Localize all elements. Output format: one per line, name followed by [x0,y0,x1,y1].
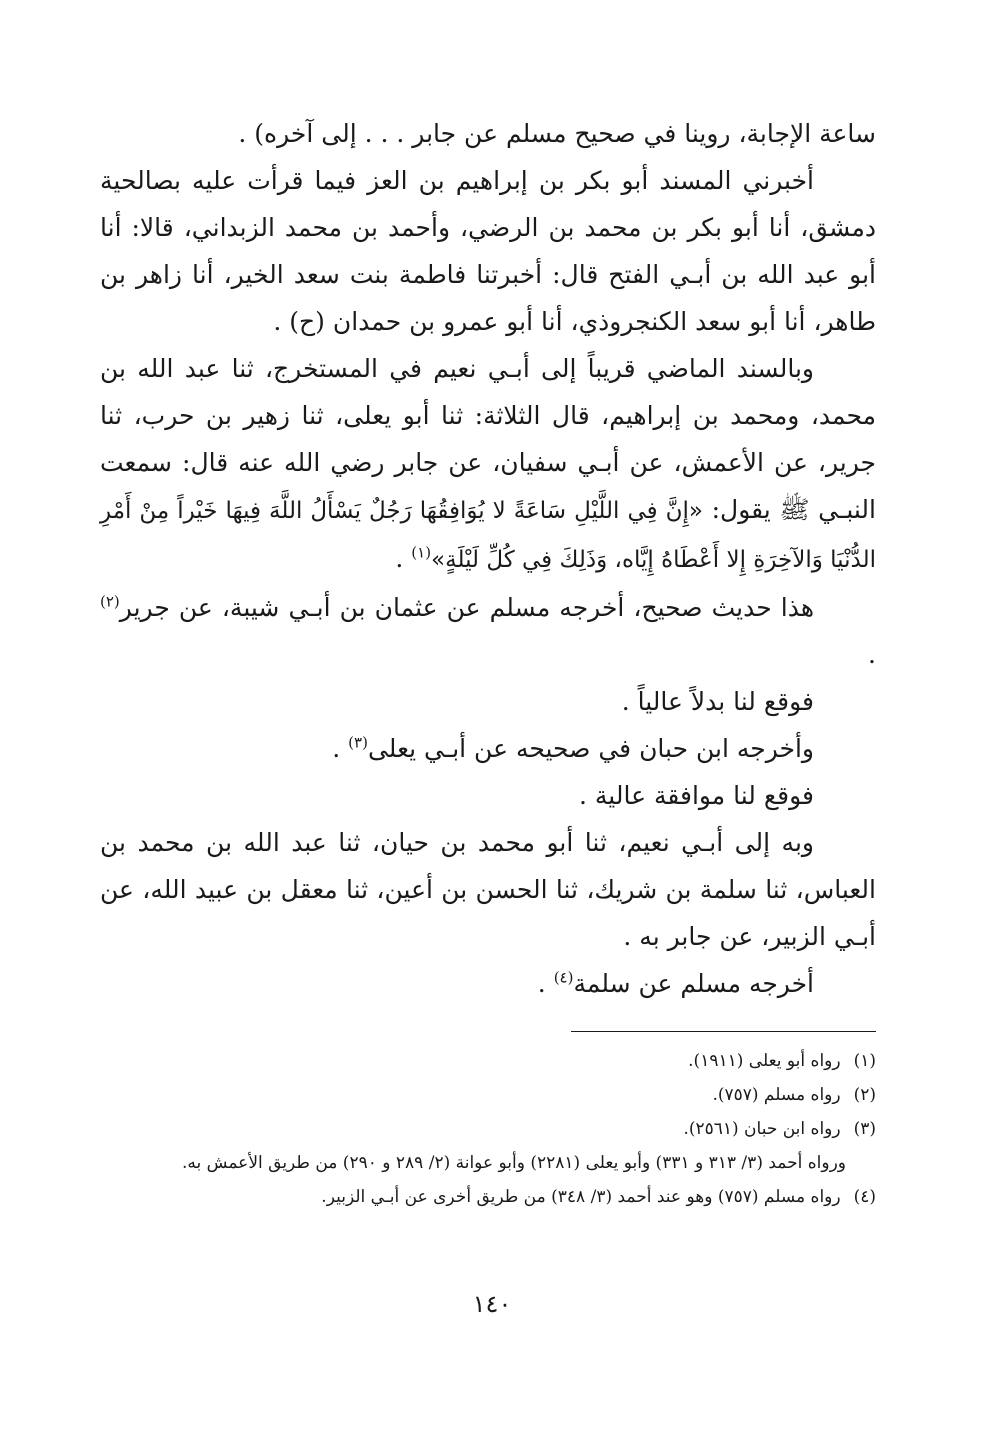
hadith-quote: «إِنَّ فِي اللَّيْلِ سَاعَةً لا يُوَافِقُهَا رَجُلٌ يَسْأَلُ اللَّهَ فِيهَا خَيْراً مِنْ أَمْرِ الدُّنْيَا وَالآخِرَةِ إِلا أَعْطَاهُ إِيَّاه، وَذَلِكَ فِي كُلِّ لَيْلَةٍ» [100,498,876,573]
footnote-2 [100,1078,876,1112]
main-text [100,110,876,1007]
footnote-marker-2: (٢) [100,592,120,611]
footnote-marker-3: (٣) [348,733,368,752]
footnote-text: رواه أبو يعلى (١٩١١). [688,1051,841,1071]
footnote-number: (١) [853,1051,876,1071]
paragraph-1: ساعة الإجابة، روينا في صحيح مسلم عن جابر . . . إلى آخره) . [238,119,876,148]
paragraph-2: أخبرني المسند أبو بكر بن إبراهيم بن العز فيما قرأت عليه بصالحية دمشق، أنا أبو بكر بن محمد بن الرضي، وأحمد بن محمد الزبداني، قالا: أنا أبو عبد الله بن أبـي الفتح قال: أخبرتنا فاطمة بنت سعد الخير، أنا زاهر بن طاهر، أنا أبو سعد الكنجروذي، أنا أبو عمرو بن حمدان (ح) . [100,166,876,336]
footnote-1 [100,1044,876,1078]
document-page [100,110,876,1380]
paragraph-8: وبه إلى أبـي نعيم، ثنا أبو محمد بن حيان، ثنا عبد الله بن محمد بن العباس، ثنا سلمة بن شريك، ثنا الحسن بن أعين، ثنا معقل بن عبيد الله، عن أبـي الزبير، عن جابر به . [100,828,876,951]
footnote-number: (٤) [853,1187,876,1207]
paragraph-3: وبالسند الماضي قريباً إلى أبـي نعيم في المستخرج، ثنا عبد الله بن محمد، ومحمد بن إبراهيم، قال الثلاثة: ثنا أبو يعلى، ثنا زهير بن حرب، ثنا جرير، عن الأعمش، عن أبـي سفيان، عن جابر رضي الله عنه قال: سمعت النبـي ﷺ يقول: «إِنَّ فِي اللَّيْلِ سَاعَةً لا يُوَافِقُهَا رَجُلٌ يَسْأَلُ اللَّهَ فِيهَا خَيْراً مِنْ أَمْرِ الدُّنْيَا وَالآخِرَةِ إِلا أَعْطَاهُ إِيَّاه، وَذَلِكَ فِي كُلِّ لَيْلَةٍ»$^{(١)}$ . [100,354,876,573]
paragraph-4: هذا حديث صحيح، أخرجه مسلم عن عثمان بن أبـي شيبة، عن جرير$^{(٢)}$ . [100,592,876,669]
paragraph-4-text: هذا حديث صحيح، أخرجه مسلم عن عثمان بن أبـي شيبة، عن جرير [119,593,814,622]
paragraph-9-text: أخرجه مسلم عن سلمة [573,969,814,998]
paragraph-7: فوقع لنا موافقة عالية . [579,781,814,810]
footnote-3 [100,1112,876,1146]
footnote-number: (٣) [853,1119,876,1139]
footnote-separator [571,1031,876,1032]
footnote-marker-1: (١) [411,543,432,562]
footnote-text: رواه مسلم (٧٥٧). [712,1085,841,1105]
footnote-text: رواه مسلم (٧٥٧) وهو عند أحمد (٣/ ٣٤٨) من طريق أخرى عن أبـي الزبير. [321,1187,841,1207]
footnote-3-continuation: ورواه أحمد (٣/ ٣١٣ و ٣٣١) وأبو يعلى (٢٢٨١) وأبو عوانة (٢/ ٢٨٩ و ٢٩٠) من طريق الأعمش به. [182,1153,846,1173]
footnote-4 [100,1180,876,1214]
footnote-text: رواه ابن حبان (٢٥٦١). [683,1119,841,1139]
paragraph-6: وأخرجه ابن حبان في صحيحه عن أبـي يعلى$^{(٣)}$ . [332,733,814,763]
footnotes [100,1044,876,1214]
footnote-marker-4: (٤) [553,968,574,987]
paragraph-9: أخرجه مسلم عن سلمة$^{(٤)}$ . [537,968,814,998]
page-number: ١٤٠ [472,1290,512,1318]
paragraph-5: فوقع لنا بدلاً عالياً . [621,687,814,716]
footnote-number: (٢) [853,1085,876,1105]
paragraph-3-text: وبالسند الماضي قريباً إلى أبـي نعيم في المستخرج، ثنا عبد الله بن محمد، ومحمد بن إبراهيم، قال الثلاثة: ثنا أبو يعلى، ثنا زهير بن حرب، ثنا جرير، عن الأعمش، عن أبـي سفيان، عن جابر رضي الله عنه قال: سمعت النبـي ﷺ يقول: [100,354,876,524]
paragraph-6-text: وأخرجه ابن حبان في صحيحه عن أبـي يعلى [367,734,814,763]
